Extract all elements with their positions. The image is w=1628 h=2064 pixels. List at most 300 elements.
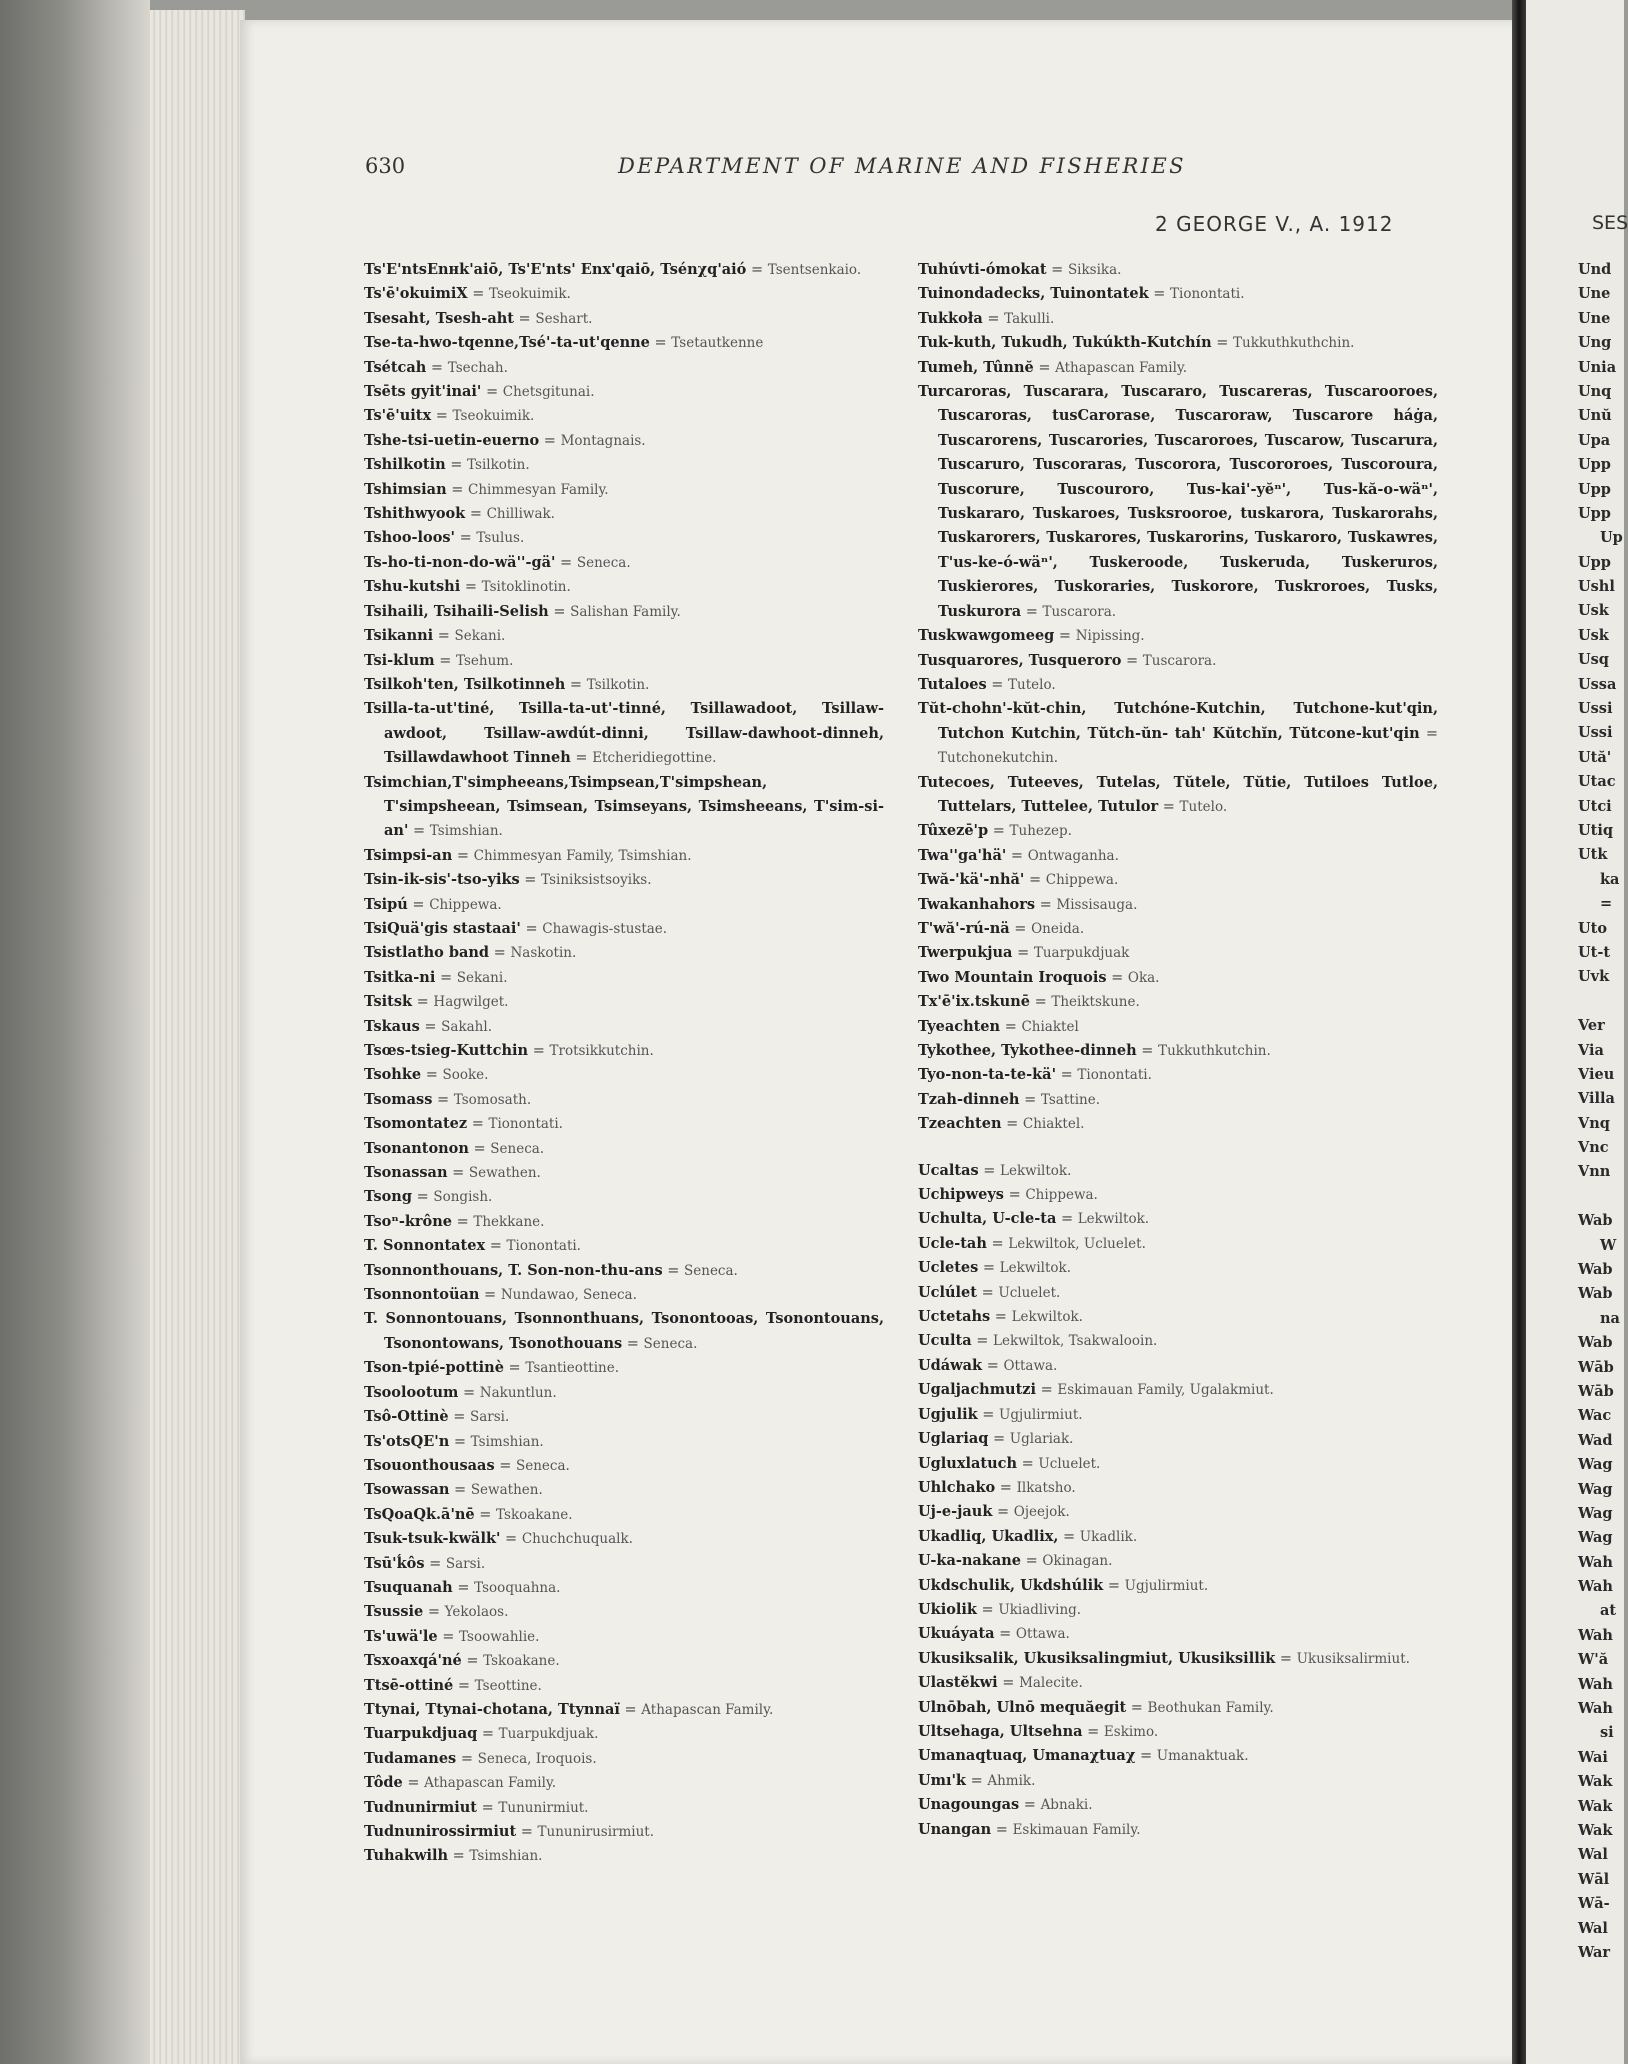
facing-page-line: Uto [1578, 919, 1608, 937]
entry-equals: = [1036, 1382, 1058, 1399]
glossary-entry [918, 990, 1438, 1014]
glossary-entry [918, 1598, 1438, 1622]
entry-headword: Uj-e-jauk [918, 1503, 993, 1521]
facing-page-line: Via [1578, 1041, 1604, 1059]
entry-headword: U-ka-nakane [918, 1552, 1022, 1570]
entry-target: Tionontati. [1170, 286, 1245, 303]
entry-headword: Tykothee, Tykothee-dinneh [918, 1042, 1137, 1059]
entry-headword: Tse-ta-hwo-tqenne,Tsé'-ta-ut'qenne [364, 334, 650, 352]
glossary-entry [918, 1063, 1438, 1087]
facing-page-line: Vieu [1578, 1065, 1615, 1083]
entry-headword: Ulastĕkwi [918, 1674, 998, 1692]
running-title: DEPARTMENT OF MARINE AND FISHERIES [618, 154, 1186, 178]
entry-equals: = [528, 1043, 550, 1059]
facing-page-line: War [1578, 1943, 1611, 1961]
entry-equals: = [1024, 872, 1046, 889]
entry-target: Athapascan Family. [424, 1775, 557, 1792]
entry-equals: = [432, 1091, 454, 1108]
entry-target: Tununirmiut. [498, 1799, 589, 1816]
facing-page-entries [1578, 258, 1623, 1965]
entry-target: Ahmik. [987, 1772, 1036, 1789]
entry-equals: = [402, 1775, 425, 1792]
glossary-entry [364, 307, 884, 331]
glossary-entry [364, 502, 884, 526]
entry-equals: = [976, 1284, 999, 1301]
entry-target: Nakuntlun. [479, 1384, 557, 1401]
entry-target: Nundawao, Seneca. [500, 1287, 637, 1304]
glossary-entry [364, 771, 884, 844]
glossary-entry [364, 575, 884, 599]
entry-target: Tskoakane. [496, 1506, 573, 1523]
entry-equals: = [565, 676, 587, 693]
glossary-entry [918, 1305, 1438, 1329]
glossary-entry [364, 1112, 884, 1136]
glossary-entry [364, 990, 884, 1014]
entry-equals: = [1017, 1455, 1039, 1472]
entry-headword: Tshe-tsi-uetin-euerno [364, 431, 540, 449]
facing-page-line: Unŭ [1578, 407, 1612, 425]
glossary-entry [364, 1185, 884, 1209]
entry-equals: = [447, 1165, 469, 1182]
entry-target: Tsilkotin. [467, 457, 530, 474]
entry-target: Trotsikkutchin. [549, 1043, 654, 1059]
glossary-entry [364, 966, 884, 990]
facing-page-header: SES [1592, 212, 1628, 234]
entry-equals: = [452, 847, 474, 864]
entry-headword: Tsikanni [364, 627, 434, 645]
entry-equals: = [489, 945, 511, 962]
glossary-entry [364, 1552, 884, 1576]
glossary-entry [364, 453, 884, 477]
entry-headword: Ts'E'ntsEnнk'aiō, Ts'E'nts' Enx'qaiō, Tsénχq'aió [364, 261, 747, 278]
entry-equals: = [467, 1116, 489, 1133]
entry-equals: = [477, 1726, 499, 1743]
glossary-entry [364, 526, 884, 550]
facing-page-line: Und [1578, 261, 1612, 278]
entry-headword: Twakanhahors [918, 895, 1036, 913]
entry-equals: = [619, 1701, 642, 1718]
entry-headword: Ts'ē'okuimiX [364, 285, 468, 303]
entry-headword: Tuarpukdjuaq [364, 1725, 478, 1743]
entry-equals: = [986, 676, 1009, 693]
entry-headword: Uchulta, U-cle-ta [918, 1210, 1057, 1228]
glossary-entry [918, 1744, 1438, 1768]
entry-headword: Tudamanes [364, 1749, 457, 1767]
glossary-entry [918, 624, 1438, 648]
facing-page-line: Vnq [1578, 1114, 1610, 1132]
entry-target: Sarsi. [445, 1555, 486, 1572]
facing-page-line: Wad [1578, 1431, 1613, 1449]
entry-headword: Tsuk-tsuk-kwälk' [364, 1530, 501, 1548]
facing-page-line: Ut-t [1578, 943, 1611, 961]
glossary-entry [364, 1722, 884, 1746]
entry-equals: = [451, 1213, 474, 1230]
facing-page-line: Ussa [1578, 675, 1617, 693]
glossary-entry [364, 600, 884, 624]
entry-target: Sarsi. [470, 1409, 510, 1426]
entry-target: Tukkuthkuthchin. [1233, 335, 1355, 352]
facing-page-line: Wal [1578, 1846, 1608, 1864]
facing-page-line: Upp [1578, 456, 1611, 474]
entry-target: Tsimshian. [470, 1433, 544, 1450]
entry-headword: Tuk-kuth, Tukudh, Tukúkth-Kutchín [918, 334, 1212, 352]
entry-headword: Unangan [918, 1820, 992, 1838]
entry-target: Etcheridiegottine. [592, 750, 717, 767]
page-stack-edge [150, 10, 245, 2064]
glossary-entry [918, 1403, 1438, 1427]
facing-page-line: at [1600, 1602, 1617, 1620]
entry-equals: = [1121, 652, 1143, 669]
facing-page-line: Wag [1578, 1504, 1613, 1522]
facing-page-line: Ver [1578, 1017, 1605, 1035]
entry-target: Chippewa. [1025, 1187, 1098, 1204]
facing-page-line: Wac [1578, 1407, 1612, 1425]
entry-headword: Tuhakwilh [364, 1847, 449, 1865]
glossary-entry [918, 1256, 1438, 1280]
facing-page-line: Wāb [1578, 1382, 1614, 1400]
entry-equals: = [1029, 994, 1052, 1011]
facing-page-line: W'ă [1578, 1651, 1609, 1669]
glossary-entry [364, 1381, 884, 1405]
facing-page-line: Wak [1578, 1797, 1613, 1815]
entry-headword: Tsonantonon [364, 1139, 469, 1157]
glossary-entry [364, 551, 884, 575]
entry-target: Ottawa. [1003, 1357, 1058, 1374]
glossary-entry [918, 1476, 1438, 1500]
glossary-entry [364, 1674, 884, 1698]
entry-equals: = [407, 896, 430, 913]
entry-target: Ugjulirmiut. [1124, 1577, 1209, 1594]
entry-equals: = [1419, 725, 1438, 742]
glossary-entry [364, 1405, 884, 1429]
entry-target: Sewathen. [470, 1482, 543, 1499]
entry-headword: Tsœs-tsieg-Kuttchin [364, 1042, 529, 1059]
entry-target: Oka. [1127, 969, 1160, 986]
glossary-entry [918, 893, 1438, 917]
entry-target: Chuchchuqualk. [521, 1531, 633, 1548]
entry-headword: Twerpukjua [918, 944, 1013, 962]
entry-headword: Tsin-ik-sis'-tso-yiks [364, 871, 520, 889]
entry-headword: Tzeachten [918, 1115, 1002, 1133]
entry-headword: Tudnunirossirmiut [364, 1823, 517, 1840]
entry-target: Tsechah. [447, 359, 508, 376]
facing-page-line: Wah [1578, 1553, 1613, 1571]
facing-page-line: Wag [1578, 1480, 1613, 1498]
entry-target: Chetsgitunai. [502, 384, 595, 401]
glossary-entry [364, 1430, 884, 1454]
entry-equals: = [978, 1162, 1001, 1179]
entry-target: Tsehum. [455, 652, 514, 669]
entry-target: Chiaktel [1021, 1018, 1079, 1035]
entry-headword: Ultsehaga, Ultsehna [918, 1722, 1083, 1740]
entry-equals: = [481, 384, 503, 401]
facing-page-line: Uvk [1578, 968, 1610, 986]
entry-headword: Tshoo-loos' [364, 529, 455, 547]
entry-target: Eskimauan Family. [1012, 1821, 1141, 1838]
entry-headword: Tsô-Ottinè [364, 1408, 449, 1426]
entry-equals: = [448, 1848, 470, 1865]
entry-target: Tseokuimik. [488, 286, 571, 303]
entry-target: Lekwiltok, Tsakwalooin. [993, 1333, 1158, 1350]
entry-headword: Ts'uwä'le [364, 1627, 438, 1645]
entry-target: Tionontati. [506, 1238, 581, 1255]
entry-equals: = [1135, 1748, 1157, 1765]
entry-target: Siksika. [1067, 262, 1122, 278]
glossary-entry [918, 1622, 1438, 1646]
entry-headword: T. Sonnontatex [364, 1237, 486, 1255]
entry-equals: = [452, 1579, 475, 1596]
entry-headword: Tsū'ḱôs [364, 1554, 425, 1572]
facing-page-line: Wak [1578, 1773, 1613, 1791]
entry-equals: = [1148, 286, 1171, 303]
glossary-entry [918, 1500, 1438, 1524]
entry-target: Chiaktel. [1022, 1116, 1085, 1133]
entry-equals: = [1158, 798, 1180, 815]
entry-equals: = [1019, 1797, 1041, 1814]
entry-equals: = [1054, 628, 1076, 645]
entry-equals: = [1058, 1528, 1080, 1545]
entry-target: Ojeejok. [1013, 1504, 1070, 1521]
entry-equals: = [1046, 262, 1068, 278]
entry-headword: Ugluxlatuch [918, 1454, 1017, 1472]
facing-page-line: Wag [1578, 1456, 1613, 1474]
entry-target: Seneca. [576, 554, 631, 571]
entry-equals: = [1019, 1091, 1041, 1108]
entry-target: Chippewa. [1045, 872, 1119, 889]
glossary-entry [364, 1283, 884, 1307]
entry-equals: = [1082, 1723, 1104, 1740]
glossary-entry [364, 673, 884, 697]
entry-headword: Ukusiksalik, Ukusiksalingmiut, Ukusiksillik [918, 1649, 1276, 1667]
entry-headword: T'wă'-rú-nä [918, 919, 1010, 937]
entry-headword: Tsipú [364, 895, 408, 913]
entry-headword: Ugjulik [918, 1405, 978, 1423]
entry-headword: Ts-ho-ti-non-do-wä''-gä' [364, 553, 556, 571]
facing-page-line: Wab [1578, 1285, 1613, 1303]
entry-target: Tuarpukdjuak [1033, 945, 1130, 962]
entry-equals: = [433, 628, 455, 645]
entry-target: Tsilkotin. [586, 676, 650, 693]
entry-equals: = [1103, 1577, 1125, 1594]
entry-headword: Tskaus [364, 1017, 420, 1035]
entry-target: Tsoowahlie. [459, 1628, 540, 1645]
glossary-entry [918, 1015, 1438, 1039]
glossary-entry [364, 1844, 884, 1868]
entry-equals: = [421, 1067, 443, 1084]
entry-headword: Tsong [364, 1188, 412, 1206]
entry-equals: = [431, 408, 453, 425]
entry-equals: = [1136, 1043, 1159, 1059]
glossary-entry [364, 1649, 884, 1673]
facing-page-edge [1526, 0, 1628, 2064]
entry-equals: = [997, 1675, 1020, 1692]
entry-target: Tionontati. [1077, 1067, 1152, 1084]
entry-equals: = [460, 579, 482, 596]
entry-equals: = [468, 1140, 491, 1157]
entry-headword: Tyeachten [918, 1017, 1001, 1035]
entry-headword: Tson-tpié-pottinè [364, 1359, 504, 1377]
entry-equals: = [1003, 1187, 1026, 1204]
glossary-entry [918, 917, 1438, 941]
entry-equals: = [516, 1824, 538, 1840]
entry-target: Lekwiltok. [1000, 1162, 1072, 1179]
entry-equals: = [995, 1479, 1017, 1496]
entry-target: Tsooquahna. [474, 1579, 561, 1596]
entry-equals: = [990, 1309, 1012, 1326]
entry-target: Takulli. [1004, 310, 1055, 327]
facing-page-line: Une [1578, 309, 1611, 327]
entry-equals: = [622, 1335, 644, 1352]
entry-equals: = [976, 1601, 999, 1618]
glossary-entry [364, 380, 884, 404]
facing-page-line: Wah [1578, 1700, 1613, 1718]
glossary-entry [364, 844, 884, 868]
glossary-entry [364, 1503, 884, 1527]
entry-headword: Tsesaht, Tsesh-aht [364, 309, 514, 327]
glossary-entry [364, 1234, 884, 1258]
entry-target: Ukadlik. [1079, 1528, 1138, 1545]
entry-target: Ottawa. [1015, 1626, 1070, 1643]
facing-page-line: Wāb [1578, 1358, 1614, 1376]
glossary-entry [918, 1112, 1438, 1136]
entry-headword: Tôde [364, 1774, 403, 1792]
glossary-entry [918, 697, 1438, 770]
glossary-entry [364, 1478, 884, 1502]
entry-target: Tsetautkenne [671, 335, 764, 352]
page-number: 630 [365, 154, 406, 178]
book-edge [0, 0, 150, 2064]
entry-headword: Tsuquanah [364, 1578, 453, 1596]
glossary-entry [364, 1015, 884, 1039]
entry-headword: Ttynai, Ttynai-chotana, Ttynnaï [364, 1700, 620, 1718]
entry-equals: = [539, 432, 561, 449]
entry-headword: Uglariaq [918, 1430, 989, 1448]
entry-equals: = [971, 1333, 993, 1350]
entry-equals: = [991, 1821, 1013, 1838]
entry-equals: = [662, 1262, 685, 1279]
entry-equals: = [992, 1504, 1014, 1521]
right-column [918, 258, 1438, 1842]
entry-equals: = [423, 1604, 445, 1621]
glossary-entry [918, 380, 1438, 624]
facing-page-line: Ută' [1578, 748, 1612, 766]
entry-target: Tseottine. [474, 1677, 542, 1694]
entry-equals: = [513, 310, 536, 327]
entry-equals: = [454, 530, 477, 547]
entry-equals: = [435, 969, 457, 986]
entry-headword: TsiQuä'gis stastaai' [364, 919, 521, 937]
entry-target: Nipissing. [1075, 628, 1145, 645]
entry-target: Chilliwak. [486, 506, 555, 523]
glossary-entry [918, 1159, 1438, 1183]
glossary-entry [918, 258, 1438, 282]
entry-equals: = [978, 1260, 1000, 1277]
glossary-entry [918, 307, 1438, 331]
entry-headword: Twa''ga'hä' [918, 846, 1007, 864]
entry-headword: TsQoaQk.ā'nē [364, 1505, 475, 1523]
glossary-entry [918, 771, 1438, 820]
entry-headword: Twă-'kä'-nhă' [918, 871, 1025, 889]
entry-target: Sakahl. [441, 1018, 492, 1035]
entry-equals: = [434, 652, 456, 669]
facing-page-line: Utac [1578, 773, 1616, 791]
entry-equals: = [1000, 1018, 1022, 1035]
glossary-entry [364, 1137, 884, 1161]
facing-page-line: Usq [1578, 651, 1609, 669]
entry-target: Tukkuthkutchin. [1158, 1043, 1271, 1059]
entry-equals: = [1126, 1699, 1148, 1716]
facing-page-line: Usk [1578, 626, 1609, 644]
entry-target: Uglariak. [1009, 1431, 1074, 1448]
glossary-entry [918, 649, 1438, 673]
entry-target: Sooke. [442, 1067, 489, 1084]
facing-page-line: Wag [1578, 1529, 1613, 1547]
entry-headword: Tsussie [364, 1603, 424, 1621]
glossary-entry [918, 1207, 1438, 1231]
glossary-entry [364, 282, 884, 306]
facing-page-line: Upp [1578, 504, 1611, 522]
entry-equals: = [500, 1531, 522, 1548]
glossary-entry [364, 697, 884, 770]
entry-equals: = [1012, 945, 1034, 962]
facing-page-line [1578, 1185, 1623, 1209]
glossary-entry [364, 1820, 884, 1844]
entry-equals: = [570, 750, 593, 767]
entry-equals: = [474, 1506, 497, 1523]
entry-equals: = [965, 1772, 988, 1789]
entry-equals: = [485, 1238, 507, 1255]
entry-headword: Tudnunirmiut [364, 1798, 478, 1816]
glossary-entry [918, 1793, 1438, 1817]
entry-headword: Tumeh, Tûnnĕ [918, 358, 1034, 376]
entry-headword: Ukuáyata [918, 1625, 995, 1643]
entry-equals: = [977, 1406, 1000, 1423]
entry-headword: Turcaroras, Tuscarara, Tuscararo, Tuscareras, Tuscarooroes, Tuscaroras, tusCarorase, Tuscaroraw, Tuscarore háġa, Tuscarorens, Tuscarories, Tuscaroroes, Tuscarow, Tuscarura, Tuscaruro, Tuscoraras, Tuscorora, Tuscororoes, Tuscoroura, Tuscorure, Tuscouroro, Tus-kai'-yĕⁿ', Tus-kă-o-wäⁿ', Tuskararo, Tuskaroes, Tusksrooroe, tuskarora, Tuskarorahs, Tuskarorers, Tuskarores, Tuskarorins, Tuskaroro, Tuskawres, T'us-ke-ó-wäⁿ', Tuskeroode, Tuskeruda, Tuskeruros, Tuskierores, Tuskoraries, Tuskorore, Tuskroroes, Tusks, Tuskurora [918, 383, 1438, 620]
entry-target: Ilkatsho. [1016, 1479, 1076, 1496]
entry-equals: = [449, 1433, 471, 1450]
facing-page-line: Utk [1578, 846, 1608, 864]
entry-target: Naskotin. [510, 945, 577, 962]
glossary-entry [918, 1818, 1438, 1842]
entry-headword: Tx'ē'ix.tskunē [918, 993, 1030, 1011]
glossary-entry [364, 941, 884, 965]
entry-headword: Tsoolootum [364, 1383, 459, 1401]
entry-target: Tutelo. [1179, 798, 1228, 815]
entry-headword: Tshithwyook [364, 505, 466, 523]
entry-target: Ukiadliving. [998, 1601, 1082, 1618]
entry-equals: = [503, 1360, 526, 1377]
entry-equals: = [649, 335, 672, 352]
entry-equals: = [456, 1750, 478, 1767]
facing-page-line: Utci [1578, 797, 1612, 815]
facing-page-line: Usk [1578, 602, 1609, 620]
entry-target: Tskoakane. [483, 1653, 560, 1670]
entry-equals: = [419, 1018, 442, 1035]
entry-headword: Umanaqtuaq, Umanaχtuaχ [918, 1747, 1136, 1765]
entry-equals: = [986, 1235, 1009, 1252]
facing-page-line: Vnc [1578, 1139, 1609, 1157]
glossary-entry [918, 941, 1438, 965]
glossary-entry [918, 673, 1438, 697]
facing-page-line: Wah [1578, 1626, 1613, 1644]
entry-equals: = [477, 1799, 499, 1816]
entry-target: Tsimshian. [429, 823, 503, 840]
entry-equals: = [1006, 847, 1028, 864]
entry-target: Seneca. [684, 1262, 738, 1279]
entry-target: Songish. [433, 1189, 493, 1206]
entry-equals: = [445, 457, 468, 474]
entry-headword: Tuskwawgomeeg [918, 627, 1055, 645]
